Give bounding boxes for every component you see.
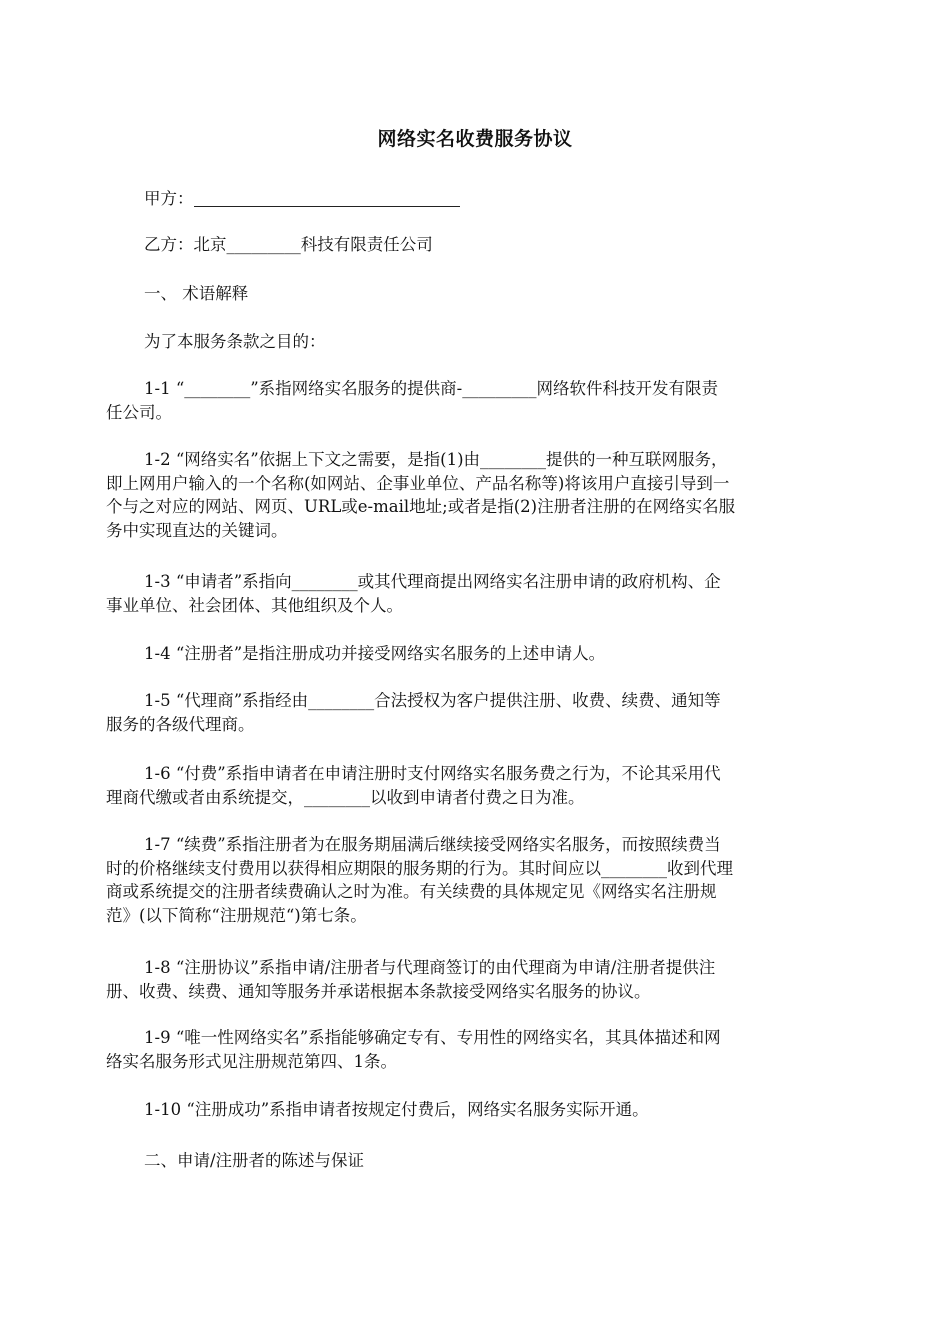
- clause-line: 个与之对应的网站、网页、URL或e-mail地址;或者是指(2)注册者注册的在网络实名服: [106, 497, 736, 516]
- clause-1-6: [106, 762, 834, 809]
- party-a-label: 甲方：: [144, 189, 194, 208]
- clause-line: 1-9 “唯一性网络实名”系指能够确定专有、专用性的网络实名，其具体描述和网: [144, 1028, 721, 1047]
- clause-1-10: [106, 1098, 834, 1122]
- clause-line: 1-4 “注册者”是指注册成功并接受网络实名服务的上述申请人。: [144, 644, 606, 663]
- clause-1-9: [106, 1026, 834, 1073]
- clause-line: 络实名服务形式见注册规范第四、1条。: [106, 1051, 397, 1071]
- clause-1-3: [106, 570, 834, 617]
- clause-line: 1-10 “注册成功”系指申请者按规定付费后，网络实名服务实际开通。: [144, 1100, 649, 1119]
- clause-line: 1-5 “代理商”系指经由________合法授权为客户提供注册、收费、续费、通知等: [144, 691, 721, 710]
- clause-line: 1-3 “申请者”系指向________或其代理商提出网络实名注册申请的政府机构、企: [144, 572, 721, 591]
- party-a-blank: [194, 190, 460, 207]
- clause-1-7: [106, 833, 834, 927]
- clause-line: 1-1 “________”系指网络实名服务的提供商-_________网络软件科技开发有限责: [144, 379, 719, 398]
- clause-1-8: [106, 956, 834, 1003]
- clause-line: 1-6 “付费”系指申请者在申请注册时支付网络实名服务费之行为，不论其采用代: [144, 764, 721, 783]
- clause-1-4: [106, 642, 834, 666]
- section-heading-representations: 二、申请/注册者的陈述与保证: [144, 1151, 365, 1170]
- party-b-line: 乙方：北京_________科技有限责任公司: [144, 235, 433, 254]
- clause-line: 册、收费、续费、通知等服务并承诺根据本条款接受网络实名服务的协议。: [106, 981, 651, 1001]
- clause-line: 服务的各级代理商。: [106, 714, 255, 734]
- clause-line: 理商代缴或者由系统提交，________以收到申请者付费之日为准。: [106, 787, 585, 807]
- clause-line: 任公司。: [106, 402, 172, 422]
- clause-line: 务中实现直达的关键词。: [106, 520, 288, 540]
- clause-1-5: [106, 689, 834, 736]
- document-title: 网络实名收费服务协议: [377, 128, 573, 150]
- clause-line: 事业单位、社会团体、其他组织及个人。: [106, 595, 403, 615]
- clause-line: 1-7 “续费”系指注册者为在服务期届满后继续接受网络实名服务，而按照续费当: [144, 835, 721, 854]
- clause-1-1: [106, 377, 834, 424]
- clause-line: 范》(以下简称“注册规范“)第七条。: [106, 905, 367, 925]
- clause-line: 1-2 “网络实名”依据上下文之需要，是指(1)由________提供的一种互联网服务，: [144, 450, 728, 469]
- clause-1-2: [106, 448, 834, 542]
- clause-line: 时的价格继续支付费用以获得相应期限的服务期的行为。其时间应以________收到代理: [106, 858, 733, 878]
- clause-line: 1-8 “注册协议”系指申请/注册者与代理商签订的由代理商为申请/注册者提供注: [144, 958, 716, 977]
- intro-paragraph: 为了本服务条款之目的：: [144, 332, 326, 351]
- clause-line: 商或系统提交的注册者续费确认之时为准。有关续费的具体规定见《网络实名注册规: [106, 882, 717, 901]
- party-a-line: [106, 187, 834, 211]
- section-heading-terms: 一、 术语解释: [144, 284, 249, 303]
- clause-line: 即上网用户输入的一个名称(如网站、企事业单位、产品名称等)将该用户直接引导到一: [106, 473, 730, 493]
